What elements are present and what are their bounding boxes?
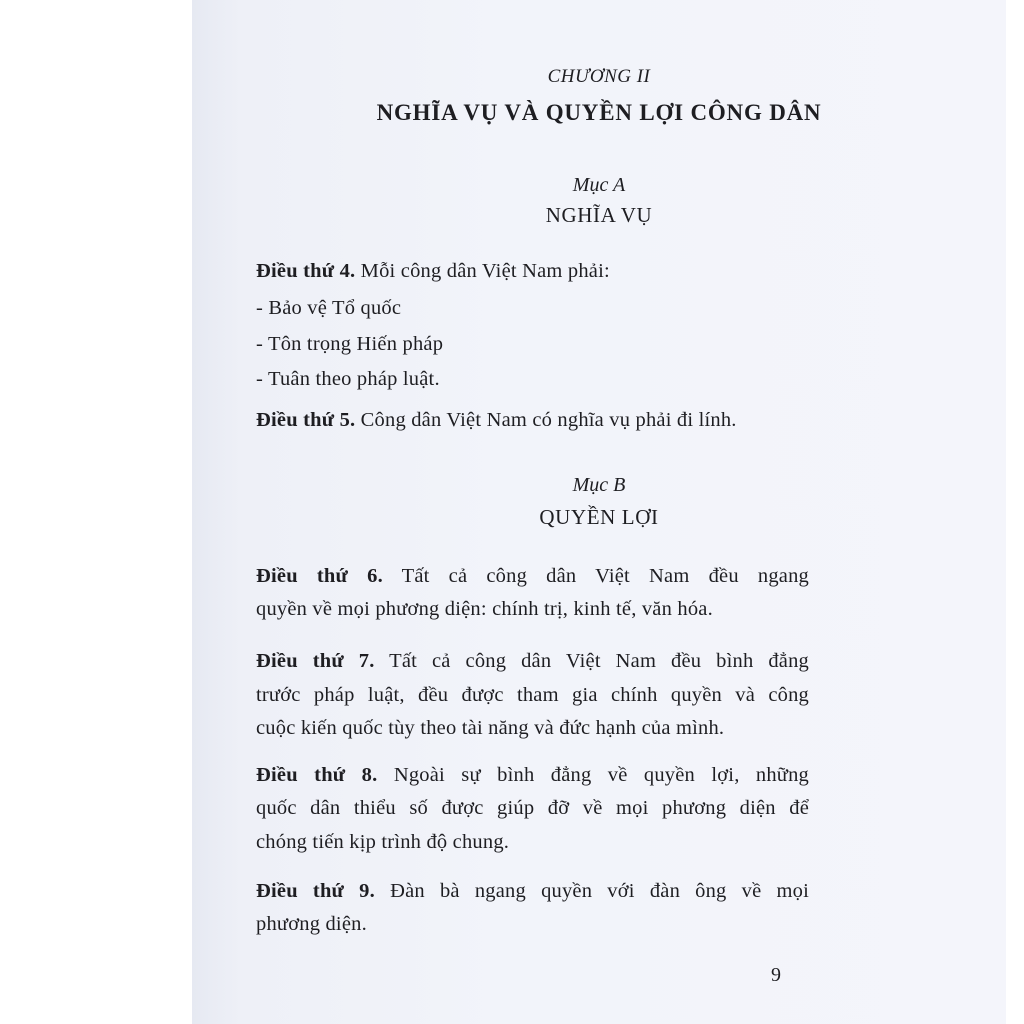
article-8-line-1 [256, 764, 809, 787]
article-7-line-2: trước pháp luật, đều được tham gia chính quyền và công [256, 684, 809, 706]
section-a-label: Mục A [572, 174, 626, 196]
article-4-heading: Điều thứ 4. [256, 260, 356, 282]
article-6-text-1: Tất cả công dân Việt Nam đều ngang [382, 565, 809, 587]
article-7-heading: Điều thứ 7. [256, 650, 375, 672]
article-4-item-1: - Bảo vệ Tổ quốc [256, 297, 402, 319]
article-6-line-2: quyền về mọi phương diện: chính trị, kinh tế, văn hóa. [256, 598, 713, 620]
article-7-line-1 [256, 650, 809, 673]
chapter-heading: CHƯƠNG II [547, 66, 651, 87]
article-4-text: Mỗi công dân Việt Nam phải: [355, 260, 610, 282]
section-b-label: Mục B [572, 474, 626, 496]
article-7-line-3: cuộc kiến quốc tùy theo tài năng và đức hạnh của mình. [256, 717, 725, 739]
article-5-text: Công dân Việt Nam có nghĩa vụ phải đi lính. [355, 409, 737, 431]
book-page [192, 0, 1006, 1024]
article-9-text-1: Đàn bà ngang quyền với đàn ông về mọi [374, 880, 809, 902]
page-number: 9 [771, 964, 781, 986]
article-7-text-1: Tất cả công dân Việt Nam đều bình đẳng [374, 650, 810, 672]
article-6-line-1 [256, 565, 809, 588]
chapter-title: NGHĨA VỤ VÀ QUYỀN LỢI CÔNG DÂN [376, 100, 822, 125]
article-4-item-2: - Tôn trọng Hiến pháp [256, 333, 444, 355]
article-6-heading: Điều thứ 6. [256, 565, 383, 587]
article-9-line-1 [256, 880, 809, 903]
article-5-heading: Điều thứ 5. [256, 409, 356, 431]
article-9-heading: Điều thứ 9. [256, 880, 375, 902]
article-4 [256, 260, 816, 283]
section-b-title: QUYỀN LỢI [539, 505, 659, 529]
article-8-line-3: chóng tiến kịp trình độ chung. [256, 831, 510, 853]
article-9-line-2: phương diện. [256, 913, 367, 935]
article-8-line-2: quốc dân thiểu số được giúp đỡ về mọi phương diện để [256, 797, 809, 819]
article-8-text-1: Ngoài sự bình đẳng về quyền lợi, những [377, 764, 810, 786]
article-8-heading: Điều thứ 8. [256, 764, 378, 786]
article-4-item-3: - Tuân theo pháp luật. [256, 368, 440, 390]
article-5 [256, 409, 816, 432]
section-a-title: NGHĨA VỤ [545, 203, 653, 227]
